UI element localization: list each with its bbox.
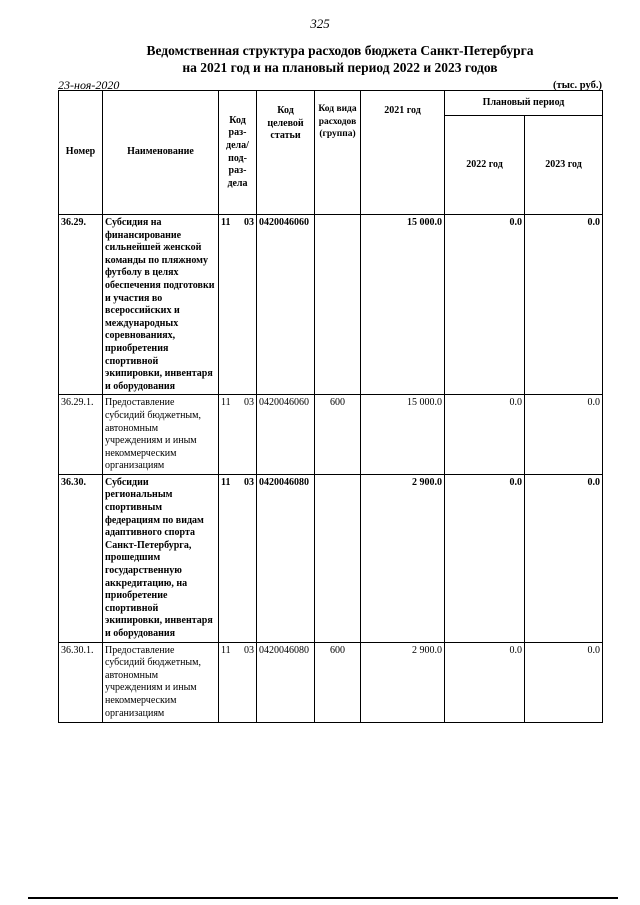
row-2022: 0.0 [445, 215, 525, 395]
row-podrazdel-code: 03 [244, 476, 254, 488]
row-target: 0420046080 [257, 642, 315, 722]
header-planned-period: Плановый период [445, 91, 603, 116]
header-vid: Код вида расходов (группа) [315, 91, 361, 215]
row-razdel [219, 215, 257, 395]
header-target: Код целевой статьи [257, 91, 315, 215]
row-target: 0420046060 [257, 215, 315, 395]
bottom-rule [28, 897, 618, 899]
row-name: Субсидии региональным спортивным федерациям по видам адаптивного спорта Санкт-Петербурга, прошедшим государственную аккредитацию, на приобретение спортивной экипировки, инвентаря и оборудования [103, 474, 219, 642]
row-2023: 0.0 [525, 215, 603, 395]
row-razdel-code: 11 [221, 644, 231, 656]
row-razdel-code: 11 [221, 476, 231, 488]
budget-table [58, 90, 603, 723]
row-2023: 0.0 [525, 642, 603, 722]
row-razdel [219, 474, 257, 642]
row-2022: 0.0 [445, 395, 525, 475]
row-target: 0420046060 [257, 395, 315, 475]
row-2021: 2 900.0 [361, 642, 445, 722]
row-name: Субсидия на финансирование сильнейшей женской команды по пляжному футболу в целях обеспечения подготовки и участия во всероссийских и международных соревнованиях, приобретения спортивной экипировки, инвентаря и оборудования [103, 215, 219, 395]
header-razdel: Код раз-дела/ под-раз-дела [219, 91, 257, 215]
row-number: 36.29. [59, 215, 103, 395]
header-2021: 2021 год [361, 91, 445, 215]
row-razdel-code: 11 [221, 217, 231, 228]
row-2023: 0.0 [525, 474, 603, 642]
row-2021: 2 900.0 [361, 474, 445, 642]
row-vid: 600 [315, 642, 361, 722]
row-2021: 15 000.0 [361, 215, 445, 395]
row-name: Предоставление субсидий бюджетным, автономным учреждениям и иным некоммерческим организациям [103, 642, 219, 722]
header-2023: 2023 год [525, 116, 603, 215]
table-row [59, 215, 603, 395]
table-row [59, 642, 603, 722]
row-podrazdel-code: 03 [244, 397, 254, 409]
document-title [40, 42, 640, 76]
table-row [59, 474, 603, 642]
header-name: Наименование [103, 91, 219, 215]
page-number: 325 [310, 16, 330, 31]
row-name: Предоставление субсидий бюджетным, автономным учреждениям и иным некоммерческим организациям [103, 395, 219, 475]
row-2023: 0.0 [525, 395, 603, 475]
header-2022: 2022 год [445, 116, 525, 215]
header-row-top [59, 91, 603, 116]
table-row [59, 395, 603, 475]
document-date: 23-ноя-2020 [58, 78, 120, 92]
row-2022: 0.0 [445, 474, 525, 642]
row-2022: 0.0 [445, 642, 525, 722]
row-vid [315, 215, 361, 395]
row-podrazdel-code: 03 [244, 217, 254, 228]
row-vid: 600 [315, 395, 361, 475]
title-line-2: на 2021 год и на плановый период 2022 и 2023 годов [182, 60, 498, 75]
row-number: 36.30. [59, 474, 103, 642]
row-vid [315, 474, 361, 642]
units-label: (тыс. руб.) [553, 80, 602, 91]
row-razdel [219, 395, 257, 475]
row-razdel [219, 642, 257, 722]
title-line-1: Ведомственная структура расходов бюджета Санкт-Петербурга [146, 43, 534, 58]
row-2021: 15 000.0 [361, 395, 445, 475]
header-number: Номер [59, 91, 103, 215]
row-target: 0420046080 [257, 474, 315, 642]
row-number: 36.29.1. [59, 395, 103, 475]
row-podrazdel-code: 03 [244, 644, 254, 656]
row-razdel-code: 11 [221, 397, 231, 409]
row-number: 36.30.1. [59, 642, 103, 722]
